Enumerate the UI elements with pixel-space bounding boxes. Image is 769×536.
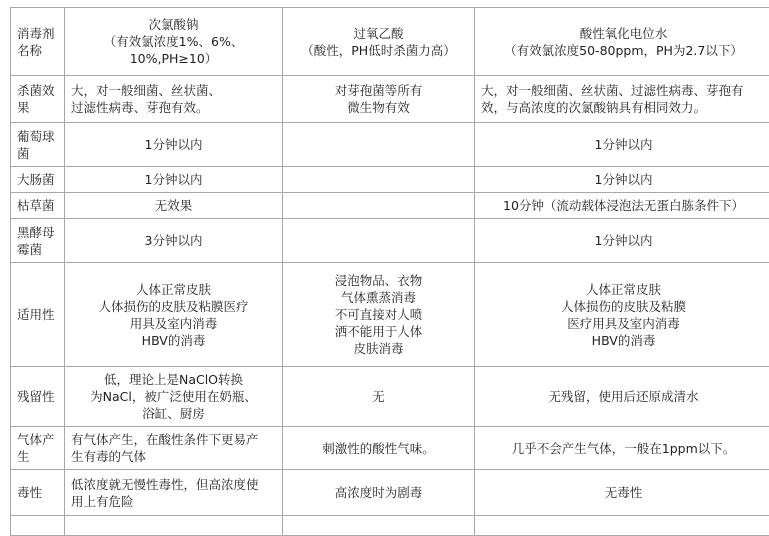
table-cell: 人体正常皮肤 人体损伤的皮肤及粘膜 医疗用具及室内消毒 HBV的消毒 xyxy=(475,263,769,367)
table-cell xyxy=(475,516,769,536)
row-label: 毒性 xyxy=(11,470,65,516)
disinfectant-comparison-table xyxy=(10,7,769,536)
table-cell: 3分钟以内 xyxy=(65,219,283,263)
table-cell xyxy=(11,516,65,536)
table-cell: 无 xyxy=(283,367,475,427)
table-cell: 无残留，使用后还原成清水 xyxy=(475,367,769,427)
table-cell: 1分钟以内 xyxy=(65,123,283,167)
table-cell: 1分钟以内 xyxy=(475,167,769,193)
table-row-empty xyxy=(11,516,769,536)
table-row xyxy=(11,76,769,123)
table-cell: 1分钟以内 xyxy=(475,219,769,263)
row-label: 黑酵母霉菌 xyxy=(11,219,65,263)
table-row xyxy=(11,263,769,367)
table-cell: 低，理论上是NaClO转换 为NaCl，被广泛使用在奶瓶、 浴缸、厨房 xyxy=(65,367,283,427)
row-label: 杀菌效果 xyxy=(11,76,65,123)
table-cell: 低浓度就无慢性毒性，但高浓度使 用上有危险 xyxy=(65,470,283,516)
row-label: 枯草菌 xyxy=(11,193,65,219)
table-cell xyxy=(283,123,475,167)
header-row xyxy=(11,8,769,76)
row-label: 大肠菌 xyxy=(11,167,65,193)
table-cell: 1分钟以内 xyxy=(475,123,769,167)
header-acidic-oxidized-water: 酸性氧化电位水 （有效氯浓度50-80ppm，PH为2.7以下） xyxy=(475,8,769,76)
table-row xyxy=(11,427,769,470)
table-cell: 10分钟（流动载体浸泡法无蛋白胨条件下） xyxy=(475,193,769,219)
table-cell: 无效果 xyxy=(65,193,283,219)
table-cell: 高浓度时为剧毒 xyxy=(283,470,475,516)
table-cell: 有气体产生，在酸性条件下更易产 生有毒的气体 xyxy=(65,427,283,470)
row-label: 适用性 xyxy=(11,263,65,367)
table-cell xyxy=(283,219,475,263)
table-cell: 大，对一般细菌、丝状菌、过滤性病毒、芽孢有 效，与高浓度的次氯酸钠具有相同效力。 xyxy=(475,76,769,123)
table-cell: 大，对一般细菌、丝状菌、 过滤性病毒、芽孢有效。 xyxy=(65,76,283,123)
table-row xyxy=(11,193,769,219)
table-cell: 1分钟以内 xyxy=(65,167,283,193)
table-cell: 对芽孢菌等所有 微生物有效 xyxy=(283,76,475,123)
table-cell: 刺激性的酸性气味。 xyxy=(283,427,475,470)
table-row xyxy=(11,367,769,427)
table-row xyxy=(11,167,769,193)
table-cell xyxy=(283,167,475,193)
row-label: 气体产生 xyxy=(11,427,65,470)
table-cell: 浸泡物品、衣物 气体熏蒸消毒 不可直接对人喷 洒不能用于人体 皮肤消毒 xyxy=(283,263,475,367)
table-cell: 人体正常皮肤 人体损伤的皮肤及粘膜医疗 用具及室内消毒 HBV的消毒 xyxy=(65,263,283,367)
table-cell: 几乎不会产生气体，一般在1ppm以下。 xyxy=(475,427,769,470)
table-cell: 无毒性 xyxy=(475,470,769,516)
header-peracetic-acid: 过氧乙酸 （酸性，PH低时杀菌力高） xyxy=(283,8,475,76)
table-cell xyxy=(283,516,475,536)
table-row xyxy=(11,470,769,516)
table-cell xyxy=(65,516,283,536)
header-label-cell: 消毒剂名称 xyxy=(11,8,65,76)
table-cell xyxy=(283,193,475,219)
row-label: 葡萄球菌 xyxy=(11,123,65,167)
table-row xyxy=(11,219,769,263)
table-row xyxy=(11,123,769,167)
row-label: 残留性 xyxy=(11,367,65,427)
header-sodium-hypochlorite: 次氯酸钠 （有效氯浓度1%、6%、 10%,PH≥10） xyxy=(65,8,283,76)
